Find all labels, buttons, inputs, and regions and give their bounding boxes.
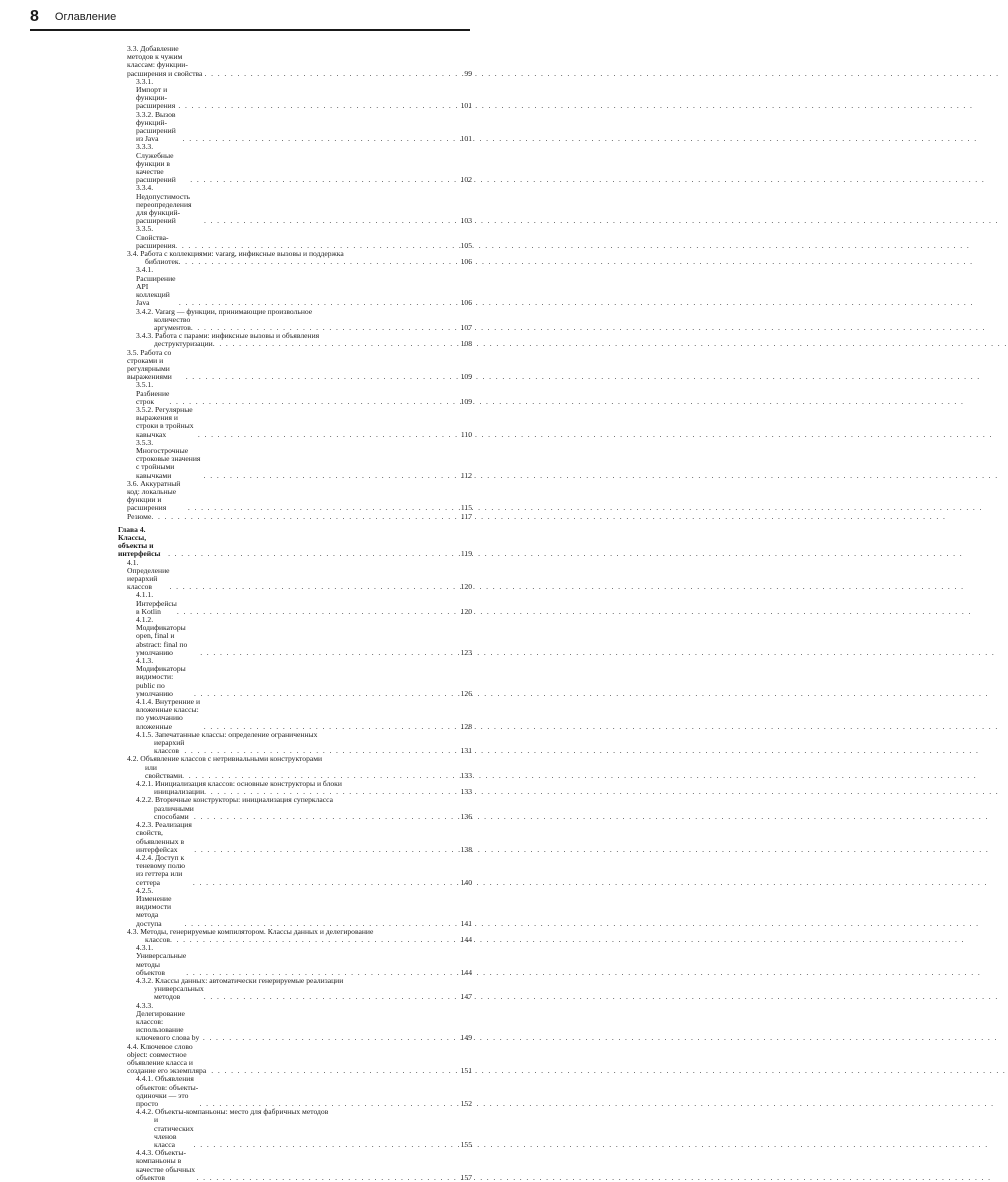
toc-entry-title: 3.4.3. Работа с парами: инфиксные вызовы и объявления: [136, 331, 320, 341]
toc-entry: [118, 266, 472, 307]
toc-page-number: 109: [460, 396, 472, 406]
toc-page-number: 138: [460, 844, 472, 854]
dot-leader: [198, 431, 454, 439]
dot-leader: [204, 993, 454, 1001]
toc-entry-title: библиотек: [145, 257, 179, 267]
toc-entry: [118, 143, 472, 184]
toc-entry-title: 4.4.3. Объекты-компаньоны в качестве обычных объектов: [136, 1148, 196, 1182]
toc-page-number: 123: [460, 647, 472, 657]
toc-entry: [118, 250, 472, 266]
dot-leader: [179, 258, 454, 266]
toc-entry-title: 3.5.1. Разбиение строк: [136, 380, 170, 406]
toc-entry-title: 4.3.3. Делегирование классов: использование ключевого слова by: [136, 1000, 200, 1043]
toc-entry: [118, 332, 472, 348]
toc-page-number: 155: [460, 1140, 472, 1150]
dot-leader: [203, 1034, 454, 1042]
toc-entry-title: 4.2.1. Инициализация классов: основные конструкторы и блоки: [136, 779, 342, 789]
toc-page-number: 106: [460, 257, 472, 267]
toc-page-number: 106: [460, 298, 472, 308]
toc-entry-title: инициализации: [154, 787, 205, 797]
toc-entry-title: количество аргументов: [154, 314, 191, 332]
toc-entry-title: 4.3. Методы, генерируемые компилятором. Классы данных и делегирование: [127, 926, 374, 936]
dot-leader: [168, 550, 454, 558]
toc-entry-title: различными способами: [154, 803, 194, 821]
toc-page-number: 141: [460, 918, 472, 928]
toc-page-number: 108: [460, 339, 472, 349]
dot-leader: [190, 176, 454, 184]
toc-page-number: 151: [460, 1066, 472, 1076]
dot-leader: [204, 217, 454, 225]
dot-leader: [194, 813, 454, 821]
dot-leader: [169, 398, 454, 406]
dot-leader: [197, 1174, 454, 1182]
toc-entry: [118, 928, 472, 944]
toc-entry-title: иерархий классов: [154, 738, 185, 756]
toc-entry-title: 3.3.3. Служебные функции в качестве расширений: [136, 142, 176, 185]
toc-entry-title: 3.4.2. Vararg — функции, принимающие произвольное: [136, 306, 313, 316]
toc-page-number: 107: [460, 322, 472, 332]
dot-leader: [194, 1141, 454, 1149]
toc-entry-title: 3.5.2. Регулярные выражения и строки в тройных кавычках: [136, 404, 194, 439]
toc-entry: [118, 184, 472, 225]
toc-entry: [118, 1075, 472, 1108]
toc-entry-title: 3.3.2. Вызов функций-расширений из Java: [136, 109, 176, 144]
dot-leader: [183, 135, 454, 143]
toc-page-number: 112: [460, 470, 472, 480]
toc-page-number: 133: [460, 787, 472, 797]
toc-entry: [118, 854, 472, 887]
toc-entry: [118, 381, 472, 406]
toc-entry-title: 4.1.5. Запечатанные классы: определение ограниченных: [136, 729, 318, 739]
toc-page-number: 140: [460, 877, 472, 887]
toc-entry-title: Резюме: [127, 511, 152, 521]
toc-entry-title: деструктуризации: [154, 339, 213, 349]
toc-entry-title: 4.2.4. Доступ к теневому полю из геттера или сеттера: [136, 852, 186, 887]
dot-leader: [177, 608, 454, 616]
header-title: Оглавление: [54, 11, 117, 23]
dot-leader: [186, 373, 454, 381]
toc-entry: [118, 780, 472, 796]
toc-page-number: 149: [460, 1033, 472, 1043]
toc-entry-title: 4.2. Объявление классов с нетривиальными конструкторами: [127, 754, 323, 764]
toc-entry: [118, 308, 472, 333]
toc-page-number: 120: [460, 582, 472, 592]
toc-entry-title: 3.5. Работа со строками и регулярными выражениями: [127, 347, 172, 382]
toc-entry-title: 3.5.3. Многострочные строковые значения с тройными кавычками: [136, 437, 201, 480]
dot-leader: [193, 879, 454, 887]
toc-entry-title: 4.1. Определение иерархий классов: [127, 557, 170, 592]
toc-entry: [118, 1002, 472, 1043]
toc-entry: [118, 111, 472, 144]
toc-page-number: 133: [460, 770, 472, 780]
toc-entry-title: 3.3.5. Свойства-расширения: [136, 224, 176, 250]
toc-entry: [118, 1149, 472, 1182]
toc-entry-title: 4.3.2. Классы данных: автоматически генерируемые реализации: [136, 975, 344, 985]
toc-entry: [118, 1043, 472, 1076]
toc-entry: [118, 559, 472, 592]
toc-entry-title: и статических членов класса: [154, 1115, 194, 1150]
toc-page-number: 126: [460, 688, 472, 698]
toc-entry-title: универсальных методов: [154, 984, 204, 1002]
toc-page-number: 102: [460, 175, 472, 185]
page-number: 8: [30, 8, 39, 25]
toc-page-number: 117: [460, 511, 472, 521]
toc-page-number: 105: [460, 240, 472, 250]
running-header: [30, 5, 470, 31]
toc-entry-title: 4.4. Ключевое слово object: совместное объявление класса и создание его экземпляра: [127, 1041, 207, 1076]
toc-entry-title: 4.2.3. Реализация свойств, объявленных в интерфейсах: [136, 820, 192, 854]
toc-entry-title: или свойствами: [145, 762, 183, 780]
toc-entry: [118, 513, 472, 521]
toc-entry: [118, 731, 472, 756]
toc-entry: [118, 616, 472, 657]
toc-page-number: 136: [460, 811, 472, 821]
toc-page-number: 101: [460, 134, 472, 144]
toc-entry: [118, 225, 472, 250]
dot-leader: [178, 102, 454, 110]
dot-leader: [151, 513, 454, 521]
toc-entry-title: 3.3.4. Недопустимость переопределения для функций-расширений: [136, 183, 192, 226]
toc-entry: [118, 349, 472, 382]
toc-entry-title: Глава 4. Классы, объекты и интерфейсы: [118, 524, 161, 559]
toc-entry-title: 3.6. Аккуратный код: локальные функции и расширения: [127, 478, 181, 513]
toc-entry: [118, 821, 472, 854]
toc-entry: [118, 698, 472, 731]
dot-leader: [194, 690, 454, 698]
toc-entry: [118, 45, 472, 78]
dot-leader: [213, 340, 454, 348]
toc-entry-title: 4.1.3. Модификаторы видимости: public по умолчанию: [136, 656, 186, 698]
toc-entry: [118, 657, 472, 698]
toc-entry-title: 3.3.1. Импорт и функции-расширения: [136, 76, 176, 111]
toc-page-number: 99: [464, 68, 472, 78]
toc-entry: [118, 944, 472, 977]
table-of-contents: [118, 45, 472, 1182]
toc-entry: [118, 439, 472, 480]
toc-entry-title: 4.4.1. Объявления объектов: объекты-одиночки — это просто: [136, 1074, 199, 1108]
toc-entry-title: 4.2.5. Изменение видимости метода доступа: [136, 885, 172, 928]
toc-page-number: 144: [460, 967, 472, 977]
dot-leader: [205, 70, 454, 78]
toc-page-number: 144: [460, 934, 472, 944]
toc-page-number: 152: [460, 1099, 472, 1108]
toc-entry-title: 4.1.4. Внутренние и вложенные классы: по умолчанию вложенные: [136, 697, 201, 731]
dot-leader: [204, 472, 454, 480]
toc-page-number: 103: [460, 216, 472, 226]
toc-entry: [118, 480, 472, 513]
toc-page-number: 131: [460, 746, 472, 756]
toc-page-number: 147: [460, 992, 472, 1002]
toc-page-number: 119: [460, 549, 472, 559]
toc-entry-title: 4.1.1. Интерфейсы в Kotlin: [136, 590, 177, 616]
toc-entry: [118, 887, 472, 928]
toc-entry-title: 4.3.1. Универсальные методы объектов: [136, 943, 187, 977]
toc-page-number: 120: [460, 606, 472, 616]
toc-entry-title: 3.3. Добавление методов к чужим классам: функции-расширения и свойства: [127, 44, 203, 78]
toc-chapter-entry: [118, 526, 472, 559]
dot-leader: [194, 846, 454, 854]
toc-entry: [118, 78, 472, 111]
toc-entry: [118, 796, 472, 821]
toc-page-number: 101: [460, 101, 472, 111]
toc-entry-title: 3.4.1. Расширение API коллекций Java: [136, 265, 176, 308]
toc-entry: [118, 755, 472, 780]
toc-entry-title: 4.4.2. Объекты-компаньоны: место для фабричных методов: [136, 1107, 329, 1117]
toc-entry-title: классов: [145, 934, 170, 944]
toc-entry-title: 4.2.2. Вторичные конструкторы: инициализация суперкласса: [136, 795, 333, 805]
toc-entry-title: 4.1.2. Модификаторы open, final и abstract: final по умолчанию: [136, 615, 188, 657]
toc-entry: [118, 591, 472, 616]
dot-leader: [211, 1067, 454, 1075]
toc-page-number: 109: [460, 372, 472, 382]
toc-entry: [118, 1108, 472, 1149]
book-page: [0, 0, 500, 1182]
toc-page-number: 115: [460, 503, 472, 513]
dot-leader: [200, 649, 454, 657]
toc-page-number: 110: [460, 429, 472, 439]
dot-leader: [170, 583, 455, 591]
toc-entry: [118, 406, 472, 439]
toc-page-number: 128: [460, 721, 472, 731]
toc-entry-title: 3.4. Работа с коллекциями: vararg, инфиксные вызовы и поддержка: [127, 249, 344, 259]
toc-entry: [118, 977, 472, 1002]
toc-page-number: 157: [460, 1172, 472, 1182]
dot-leader: [170, 936, 454, 944]
